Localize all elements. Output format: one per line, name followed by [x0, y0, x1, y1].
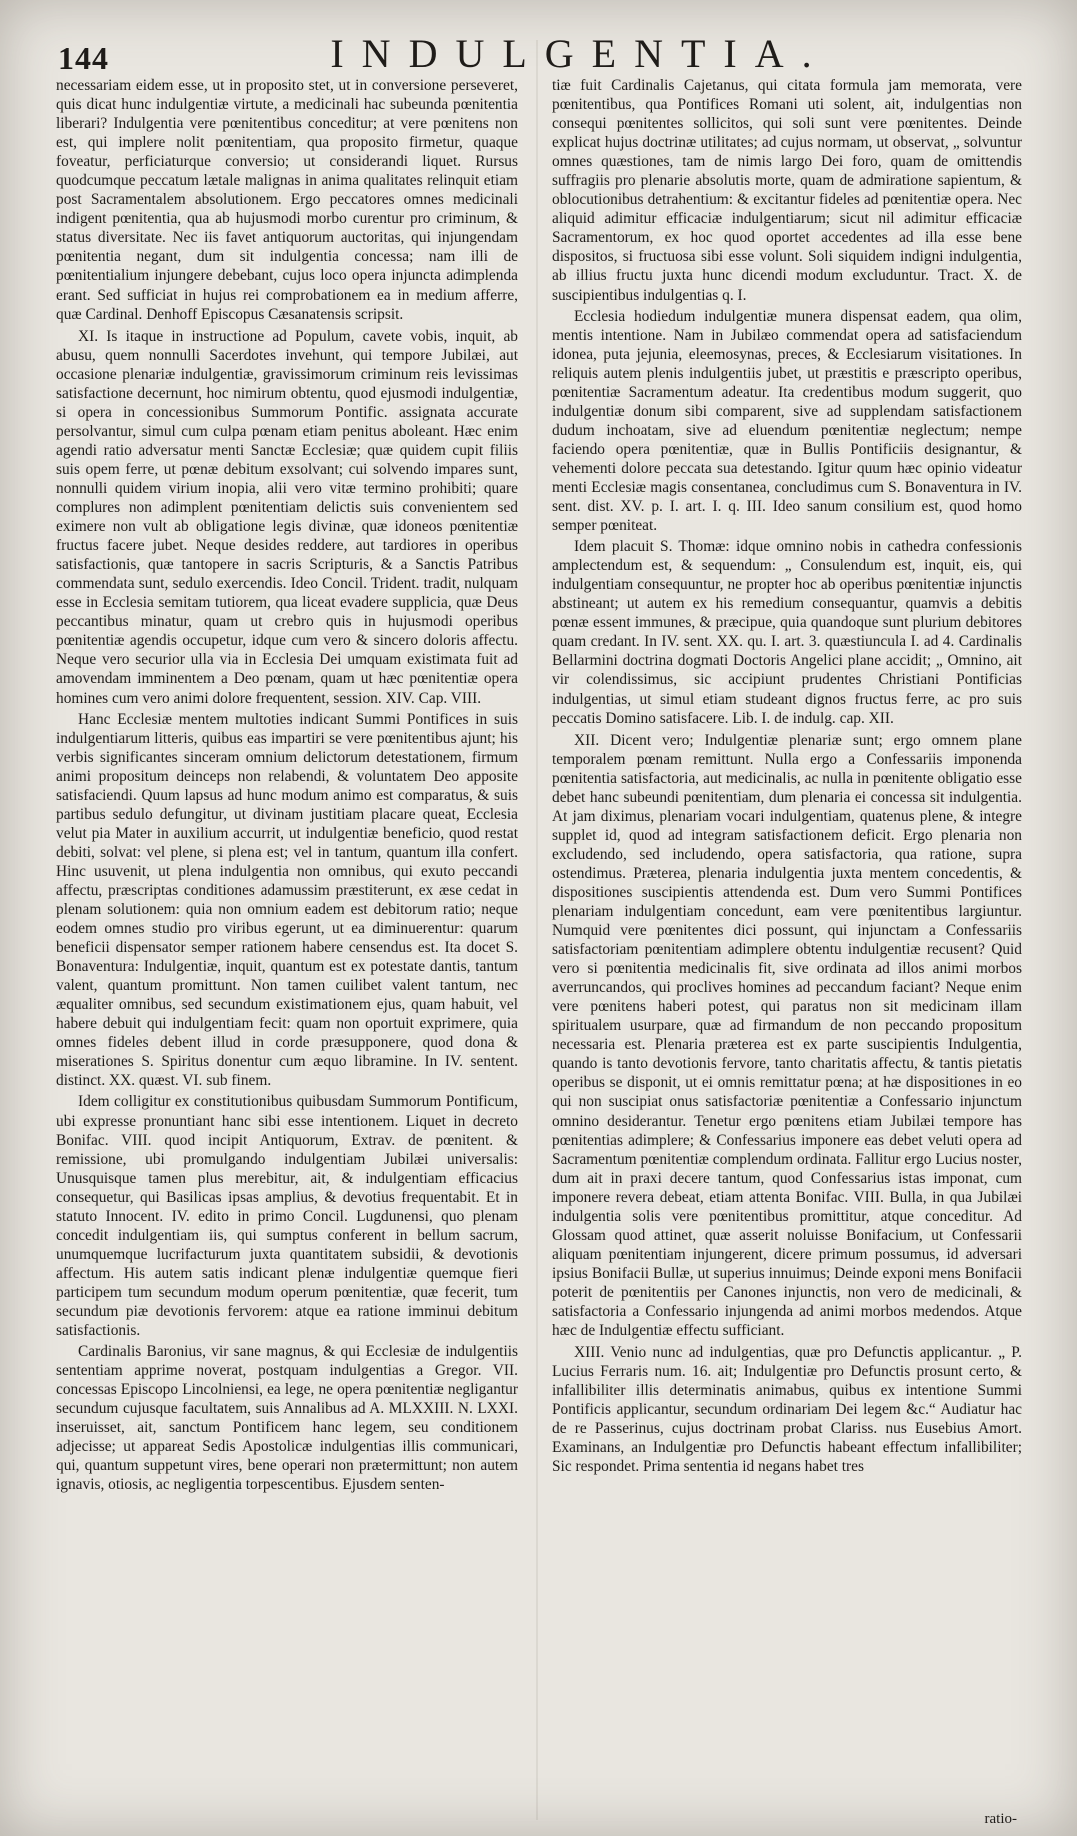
paragraph: Cardinalis Baronius, vir sane magnus, & qui Ecclesiæ de indulgentiis sententiam apprime noverat, postquam indulgentias a Gregor. VII. concessas Episcopo Lincolniensi, ea lege, ne opera pœnitentiæ negligantur secundum cujusque facultatem, suis Annalibus ad A. MLXXIII. N. LXXI. inseruisset, ait, sanctum Pontificem hanc legem, seu conditionem adjecisse; ut appareat Sedis Apostolicæ indulgentias illis communicari, qui, quantum suppetunt vires, bene operari non prætermittunt; non autem ignavis, otiosis, ac negligentia torpescentibus. Ejusdem senten- — [56, 1343, 518, 1494]
paragraph: necessariam eidem esse, ut in proposito stet, ut in conversione perseveret, quis dicat hunc indulgentiæ virtute, a medicinali hac subeunda pœnitentia liberari? Indulgentia vere pœnitentibus conceditur; at vere pœnitens non est, qui implere nolit pœnitentiam, qua proposito firmetur, quaque foveatur, perficiaturque conversio; ut considerandi liquet. Rursus quodcumque peccatum lætale malignas in anima qualitates relinquit etiam post Sacramentalem absolutionem. Ergo peccatores omnes medicinali indigent pœnitentia, qua ab hujusmodi morbo curentur pro criminum, & status diversitate. Nec iis favet antiquorum auctoritas, qui injungendam pœnitentia negant, dum sit indulgentia concessa; nam illi de pœnitentialium injungere debebant, cujus loco opera injuncta adimplenda erant. Sed sufficiat in hujus rei comprobationem ea in medium afferre, quæ Cardinal. Denhoff Episcopus Cæsanatensis scripsit. — [56, 77, 518, 323]
column-gutter — [536, 40, 538, 1820]
page-number: 144 — [58, 40, 109, 76]
right-column — [552, 76, 1022, 1821]
paragraph: tiæ fuit Cardinalis Cajetanus, qui citata formula jam memorata, vere pœnitentibus, qua Pontifices Romani uti solent, ait, indulgentias non consequi pœnitentes sollicitos, qui soli sunt vere pœnitentes. Deinde explicat hujus doctrinæ utilitates; ad cujus normam, ut observat, „ solvuntur omnes quæstiones, tam de nimis largo Dei foro, quam de omittendis suffragiis pro plenarie absolutis morte, quam de admiratione sapientum, & oblocutionibus detrahentium: & excitantur fideles ad pœnitentiæ opera. Nec aliquid adimitur efficaciæ indulgentiarum; sicut nil adimitur efficaciæ Sacramentorum, ex hoc quod oportet accedentes ad illa esse bene dispositos, si fructuosa sibi esse volunt. Soli siquidem indigni indulgentia, ab illius fructu juxta hunc dicendi modum excluduntur. Tract. X. de suscipientibus indulgentias q. I. — [552, 77, 1022, 304]
paragraph: Idem colligitur ex constitutionibus quibusdam Summorum Pontificum, ubi expresse pronuntiant hanc sibi esse intentionem. Liquet in decreto Bonifac. VIII. quod incipit Antiquorum, Extrav. de pœnitent. & remissione, ubi promulgando indulgentiam Jubilæi universalis: Unusquisque tamen plus merebitur, ait, & indulgentiam efficacius consequetur, qui Basilicas ipsas amplius, & devotius frequentabit. Et in statuto Innocent. IV. edito in primo Concil. Lugdunensi, quo plenam concedit indulgentiam iis, qui sumptus conferent in bellum sacrum, unumquemque lucrifacturum juxta quantitatem subsidii, & devotionis affectum. His autem satis indicant plenæ indulgentiæ quemque fieri participem tum secundum modum operum pœnitentiæ, quæ fecerit, tum secundum piæ devotionis fervorem: atque ea ratione imminui debitum satisfactionis. — [56, 1093, 518, 1340]
paragraph-section-xii: XII. Dicent vero; Indulgentiæ plenariæ sunt; ergo omnem plane temporalem pœnam remittunt. Nulla ergo a Confessariis imponenda pœnitentia satisfactoria, aut medicinalis, ac nulla in pœnitente obligatio esse debet hanc subeundi pœnitentiam, dum plenaria ei concessa sit indulgentia. At jam diximus, plenariam vocari indulgentiam, quatenus plene, & integre supplet id, quod ad integram satisfactionem deficit. Ergo plenaria non excludendo, sed includendo, opera satisfactoria, qua ratione, supra ostendimus. Præterea, plenaria indulgentia juxta mentem concedentis, & dispositiones suscipientis attendenda est. Dum vero Summi Pontifices plenariam indulgentiam concedunt, eam vere pœnitentibus largiuntur. Numquid vere pœnitentes dici possunt, qui injunctam a Confessariis satisfactoriam pœnitentiam adimplere obtentu indulgentiæ recusent? Quid vero si pœnitentia medicinalis fit, sive ordinata ad illos animi morbos averruncandos, qui proclives homines ad peccandum faciant? Neque enim vere pœnitens haberi potest, qui paratus non sit medicinam illam spiritualem usurpare, quæ ad firmandum de non peccando propositum necessaria est. Plenaria præterea est ex parte suscipientis Indulgentia, quando is tanto devotionis fervore, tanto charitatis affectu, & tantis pietatis operibus se disponit, ut ei omnis remittatur pœna; at hæ dispositiones in eo qui non suscipiat onus satisfactoriæ pœnitentiæ a Confessario injunctum omnino desiderantur. Tenetur ergo pœnitens etiam Jubilæi tempore has pœnitentias adimplere; & Confessarius imponere eas debet veluti opera ad Sacramentum pœnitentiæ complendum ordinata. Fallitur ergo Lucius noster, dum ait in praxi decere tantum, quod Confessarius istas imponat, cum imponere revera debeat, etiam attenta Bonifac. VIII. Bulla, in qua Jubilæi indulgentia solis vere pœnitentibus promittitur, atque conceditur. Ad Glossam quod attinet, quæ asserit noluisse Bonifacium, ut Confessarii aliquam pœnitentiam injungerent, dicere primum possumus, id adversari ipsius Bonifacii Bullæ, ut superius innuimus; Deinde exponi mens Bonifacii poterit de pœnitentiis per Canones injunctis, non vero de medicinali, & satisfactoria a Confessario injungenda ad animi morbos medendos. Atque hæc de Indulgentiæ effectu sufficiant. — [552, 731, 1022, 1340]
paragraph-section-xiii: XIII. Venio nunc ad indulgentias, quæ pro Defunctis applicantur. „ P. Lucius Ferraris num. 16. ait; Indulgentiæ pro Defunctis prosunt certo, & infallibiliter illis determinatis animabus, quibus ex intentione Summi Pontificis applicantur, secundum ordinariam Dei legem &c.“ Audiatur hac de re Passerinus, cujus doctrinam probat Clariss. nus Eusebius Amort. Examinans, an Indulgentiæ pro Defunctis habeant effectum infallibiliter; Sic respondet. Prima sententia id negans habet tres — [552, 1344, 1022, 1476]
running-title: INDULGENTIA. — [330, 31, 830, 76]
paragraph: Ecclesia hodiedum indulgentiæ munera dispensat eadem, qua olim, mentis intentione. Nam in Jubilæo commendat opera ad satisfaciendum idonea, puta jejunia, eleemosynas, preces, & Ecclesiarum visitationes. In reliquis autem plenis indulgentiis jubet, ut præstitis e præscripto operibus, pœnitentiæ Sacramentum adeatur. Ita credentibus modum suggerit, quo indulgentiæ donum sibi comparent, sive ad supplendam satisfactionem dudum inchoatam, sive ad eluendum pœnitentiæ neglectum; nempe faciendo opera pœnitentiæ, quæ in Bullis Pontificiis designantur, & vehementi dolore peccata sua detestando. Igitur quum hæc opinio videatur menti Ecclesiæ magis consentanea, concludimus cum S. Bonaventura in IV. sent. dist. XV. p. I. art. I. q. III. Ideo sanum consilium est, quod homo semper pœniteat. — [552, 307, 1022, 535]
left-column — [56, 76, 518, 1821]
paragraph-section-xi: XI. Is itaque in instructione ad Populum, cavete vobis, inquit, ab abusu, quem nonnulli Sacerdotes invehunt, qui tempore Jubilæi, aut occasione plenariæ indulgentiæ, gravissimorum criminum reis levissimas satisfactione decernunt, hoc nimirum obtentu, quod ejusmodi indulgentiæ, si opera in concessionibus Summorum Pontific. assignata accurate persolvantur, simul cum culpa pœnam etiam penitus aboleant. Hæc enim agendi ratio adversatur menti Sanctæ Ecclesiæ; quæ quidem cupit filiis suis opem ferre, ut pœnæ debitum exsolvant; cui solvendo impares sunt, nonnulli quidem virium inopia, alii vero vitæ termino prohibiti; quare complures non adimplent pœnitentiam delictis suis convenientem sed eximere non vult ab obligatione legis divinæ, quæ idoneos pœnitentiæ fructus facere jubet. Neque desides reddere, aut tardiores in operibus satisfactionis, quæ tantopere in sacris Scripturis, & a Sanctis Patribus commendata sunt, sedulo exercendis. Ideo Concil. Trident. tradit, nulquam esse in Ecclesia semitam tutiorem, qua liceat evadere supplicia, quæ Deus peccantibus minatur, quam ut crebro quis in hujusmodi operibus pœnitentiæ agendis occupetur, idque cum vero & sincero doloris affectu. Neque vero securior ulla via in Ecclesia Dei umquam existimata fuit ad amovendam imminentem a Deo pœnam, quam ut hæc pœnitentiæ opera homines cum vero animi dolore frequentent, session. XIV. Cap. VIII. — [56, 327, 518, 707]
paragraph: Idem placuit S. Thomæ: idque omnino nobis in cathedra confessionis amplectendum est, & sequendum: „ Consulendum est, inquit, eis, qui indulgentiam consequuntur, ne propter hoc ab operibus pœnitentiæ injunctis abstineant; ut autem ex his remedium consequantur, quamvis a debitis pœnæ essent immunes, & præcipue, quia quandoque sunt plurium debitores quam credant. In IV. sent. XX. qu. I. art. 3. quæstiuncula I. ad 4. Cardinalis Bellarmini doctrina dogmati Doctoris Angelici plane accidit; „ Omnino, ait vir colendissimus, sic accipiunt prudentes Christiani Pontificias indulgentias, ut simul etiam studeant dignos fructus ferre, ac pro suis peccatis Domino satisfacere. Lib. I. de indulg. cap. XII. — [552, 538, 1022, 727]
paragraph: Hanc Ecclesiæ mentem multoties indicant Summi Pontifices in suis indulgentiarum litteris, quibus eas impartiri se vere pœnitentibus ajunt; his verbis significantes sinceram omnium delictorum detestationem, firmum animi propositum deinceps non relabendi, & voluntatem Deo apposite satisfaciendi. Quum lapsus ad hunc modum animo est comparatus, & suis partibus sedulo defungitur, ut divinam justitiam placare queat, Ecclesia velut pia Mater in auxilium accurrit, ut indulgentiæ beneficio, quod restat debiti, solvat: vel plene, si plena est; vel in tantum, quantum illa confert. Hinc usuvenit, ut plena indulgentia non omnibus, qui exuto peccandi affectu, præscriptas conditiones adamussim præstiterunt, ex æse cedat in plenam solutionem: quia non omnium eadem est debitorum ratio; neque eodem omnes studio pro viribus egerunt, ut ea diminuerentur: quarum beneficii dispensator semper rationem habere censendus est. Ita docet S. Bonaventura: Indulgentiæ, inquit, quantum est ex potestate dantis, tantum valent, quantum promittunt. Non tamen cuilibet valent tantum, nec æqualiter omnibus, sed secundum existimationem ejus, quam habuit, vel habere debuit qui indulgentiam fecit: quam non oportuit exprimere, quia omnes fideles debent illud in corde præsupponere, quod dona & miserationes S. Spiritus donentur cum æquo libramine. In IV. sentent. distinct. XX. quæst. VI. sub finem. — [56, 710, 518, 1090]
catchword: ratio- — [984, 1811, 1017, 1827]
